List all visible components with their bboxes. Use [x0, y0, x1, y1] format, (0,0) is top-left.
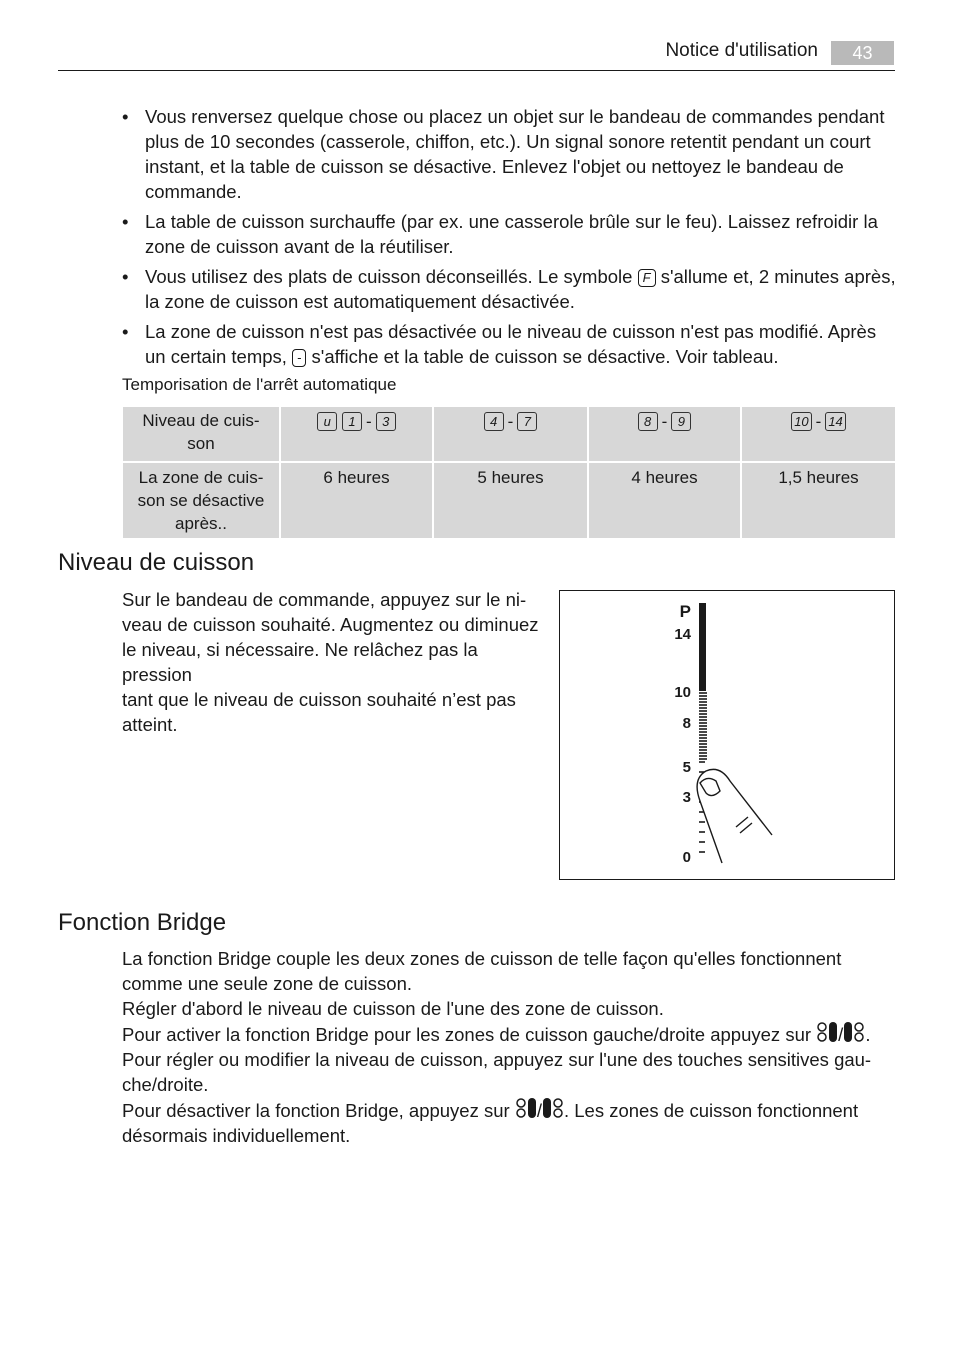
table-row — [122, 406, 896, 462]
level-cell: 10 - 14 — [741, 406, 896, 462]
duration-cell: 1,5 heures — [741, 462, 896, 539]
level-display-icon: 3 — [376, 412, 396, 431]
level-display-icon: 1 — [342, 412, 362, 431]
bridge-paragraph: Pour activer la fonction Bridge pour les zones de cuisson gauche/droite appuyez sur / . Pour régler ou modifier la niveau de cuisson, appuyez sur l'une des touches sensitives gau-che/droite. — [122, 1021, 897, 1097]
bullet-item: • Vous renversez quelque chose ou placez un objet sur le bandeau de commandes pendant plus de 10 secondes (casserole, chiffon, etc.). Un signal sonore retentit pendant un court instant, et la table de cuisson se désactive. Enlevez l'objet ou nettoyez le bandeau de commande. — [122, 106, 885, 202]
row-header-level: Niveau de cuis- son — [122, 406, 280, 462]
bullet-text: La zone de cuisson n'est pas désactivée ou le niveau de cuisson n'est pas modifié. Après un certain temps, — [145, 321, 877, 367]
section-heading-niveau: Niveau de cuisson — [58, 549, 255, 576]
scale-label-14: 14 — [674, 626, 691, 643]
slider-illustration — [559, 590, 895, 880]
bridge-paragraph: Régler d'abord le niveau de cuisson de l'une des zone de cuisson. — [122, 998, 664, 1019]
bullet-text: Vous renversez quelque chose ou placez un objet sur le bandeau de commandes pendant plus de 10 secondes (casserole, chiffon, etc.). Un signal sonore retentit pendant un court instant, et la table de cuisson se désactive. Enlevez l'objet ou nettoyez le bandeau de commande. — [145, 106, 885, 202]
header-divider — [58, 70, 895, 71]
bridge-right-icon — [843, 1021, 865, 1043]
scale-label-8: 8 — [682, 715, 691, 732]
dash-symbol-icon: - — [292, 349, 306, 367]
scale-label-3: 3 — [682, 789, 691, 806]
bullet-text: Vous utilisez des plats de cuisson déconseillés. Le symbole — [145, 266, 633, 287]
duration-cell: 4 heures — [588, 462, 741, 539]
page-header-title: Notice d'utilisation — [665, 40, 818, 61]
scale-label-0: 0 — [682, 849, 691, 866]
duration-cell: 5 heures — [433, 462, 588, 539]
row-header-duration: La zone de cuis- son se désactive après.. — [122, 462, 280, 539]
section-heading-bridge: Fonction Bridge — [58, 909, 227, 936]
finger-icon — [697, 769, 772, 863]
level-display-icon: 9 — [671, 412, 691, 431]
bridge-left-icon — [515, 1097, 537, 1119]
bridge-left-icon — [816, 1021, 838, 1043]
bullet-text: s'affiche et la table de cuisson se désactive. Voir tableau. — [311, 346, 779, 367]
bridge-paragraph: La fonction Bridge couple les deux zones de cuisson de telle façon qu'elles fonctionnent comme une seule zone de cuisson. — [122, 948, 842, 994]
bullet-item: • La zone de cuisson n'est pas désactivée ou le niveau de cuisson n'est pas modifié. Après un certain temps, - s'affiche et la table de cuisson se désactive. Voir tableau. — [122, 321, 877, 367]
bullet-text: s'allume et, 2 minutes après, la zone de cuisson est automatiquement désactivée. — [145, 266, 896, 312]
bridge-paragraph: Pour désactiver la fonction Bridge, appuyez sur / . Les zones de cuisson fonctionnent désormais individuellement. — [122, 1097, 897, 1148]
bullet-text: La table de cuisson surchauffe (par ex. une casserole brûle sur le feu). Laissez refroidir la zone de cuisson avant de la réutiliser. — [145, 211, 878, 257]
bullet-item: • Vous utilisez des plats de cuisson déconseillés. Le symbole F s'allume et, 2 minutes après, la zone de cuisson est automatiquement désactivée. — [122, 266, 896, 312]
level-display-icon: 7 — [517, 412, 537, 431]
level-display-icon: u — [317, 412, 337, 431]
level-display-icon: 4 — [484, 412, 504, 431]
page-number: 43 — [831, 41, 894, 65]
level-cell: 8 - 9 — [588, 406, 741, 462]
bridge-right-icon — [542, 1097, 564, 1119]
level-cell: 4 - 7 — [433, 406, 588, 462]
scale-label-p: P — [679, 602, 691, 621]
level-display-icon: 14 — [825, 412, 845, 431]
bullet-list — [122, 104, 897, 374]
niveau-paragraph: Sur le bandeau de commande, appuyez sur le ni- veau de cuisson souhaité. Augmentez ou diminuez le niveau, si nécessaire. Ne relâchez pas la pression tant que le niveau de cuisson souhaité n’est pas atteint. — [122, 589, 539, 735]
level-display-icon: 10 — [791, 412, 811, 431]
level-cell: u 1 - 3 — [280, 406, 433, 462]
bullet-item: • La table de cuisson surchauffe (par ex. une casserole brûle sur le feu). Laissez refroidir la zone de cuisson avant de la réutiliser. — [122, 211, 878, 257]
level-display-icon: 8 — [638, 412, 658, 431]
slider-svg — [560, 591, 894, 879]
auto-off-table — [121, 405, 897, 540]
scale-label-10: 10 — [674, 684, 691, 701]
duration-cell: 6 heures — [280, 462, 433, 539]
bridge-text-block — [122, 946, 897, 1148]
table-row — [122, 462, 896, 539]
table-caption: Temporisation de l'arrêt automatique — [122, 375, 397, 394]
f-symbol-icon: F — [638, 269, 656, 287]
scale-label-5: 5 — [682, 759, 691, 776]
slider-filled-bar — [699, 603, 706, 691]
